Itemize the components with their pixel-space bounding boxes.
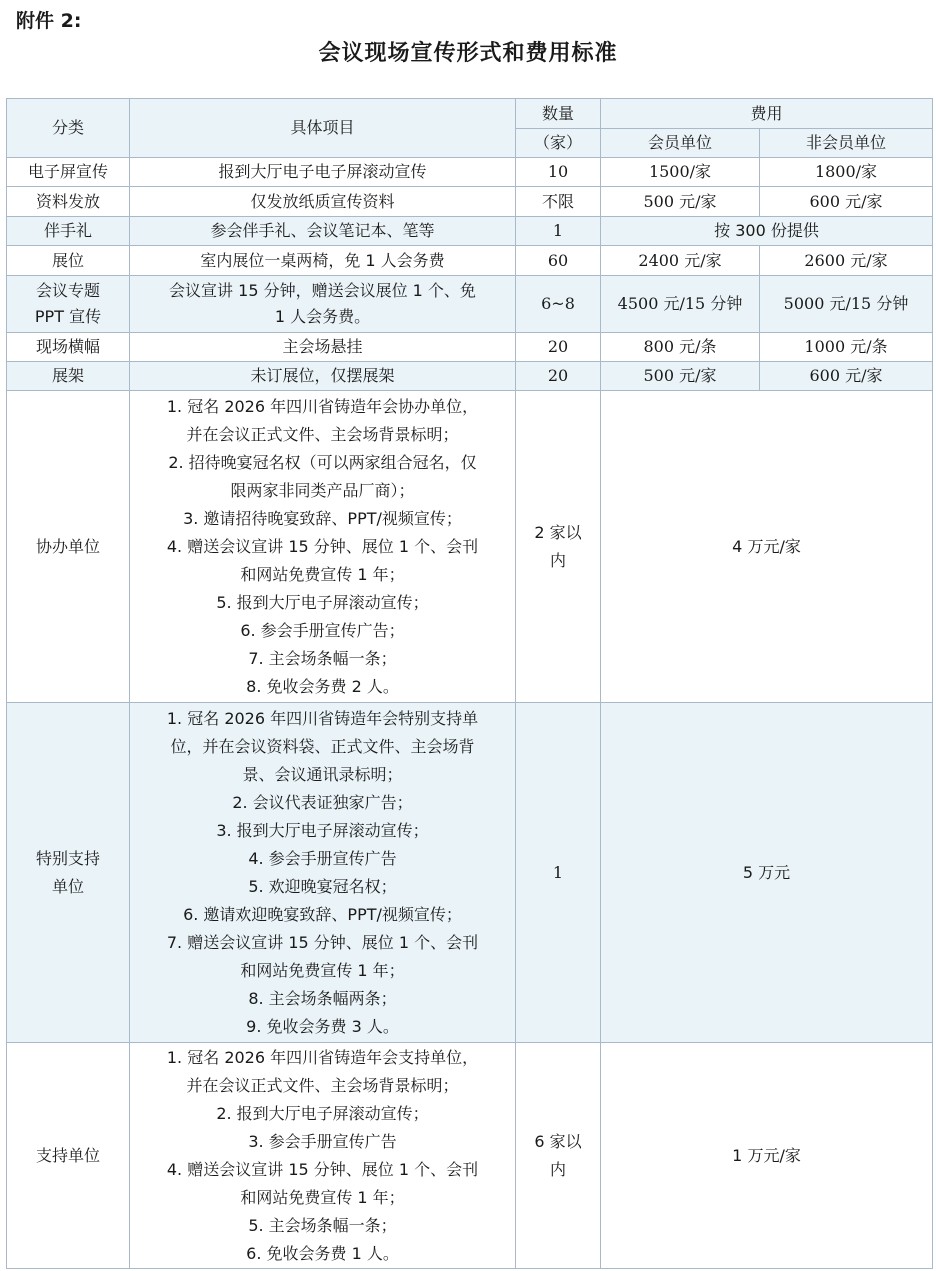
benefit-line: 1. 冠名 2026 年四川省铸造年会特别支持单 <box>166 708 479 728</box>
quantity-cell: 6~8 <box>516 276 601 333</box>
benefit-line: 3. 参会手册宣传广告 <box>248 1131 397 1151</box>
benefit-line: 2. 会议代表证独家广告； <box>232 792 413 812</box>
member-fee-cell: 800 元/条 <box>601 333 760 362</box>
benefit-line: 3. 邀请招待晚宴致辞、PPT/视频宣传； <box>183 508 462 528</box>
merged-fee-cell: 按 300 份提供 <box>601 217 933 246</box>
benefit-line: 6. 参会手册宣传广告； <box>240 620 405 640</box>
table-row <box>7 333 933 362</box>
benefit-line: 限两家非同类产品厂商）； <box>230 480 415 500</box>
quantity-cell <box>516 1043 601 1269</box>
benefit-line: 2. 招待晚宴冠名权（可以两家组合冠名，仅 <box>168 452 477 472</box>
category-cell: 电子屏宣传 <box>7 158 130 187</box>
benefit-line: 6. 免收会务费 1 人。 <box>246 1243 399 1263</box>
benefit-line: 位，并在会议资料袋、正式文件、主会场背 <box>170 736 475 756</box>
item-cell: 仅发放纸质宣传资料 <box>130 187 516 217</box>
member-fee-cell: 500 元/家 <box>601 362 760 391</box>
quantity-cell: 10 <box>516 158 601 187</box>
sponsor-row <box>7 703 933 1043</box>
document-title: 会议现场宣传形式和费用标准 <box>318 41 618 66</box>
benefit-line: 并在会议正式文件、主会场背景标明； <box>186 424 459 444</box>
sponsor-row <box>7 1043 933 1269</box>
non-member-fee-cell: 5000 元/15 分钟 <box>760 276 933 333</box>
category-line: 单位 <box>51 876 84 896</box>
benefit-line: 和网站免费宣传 1 年； <box>240 1187 405 1207</box>
benefits-cell <box>130 1043 516 1269</box>
benefit-line: 9. 免收会务费 3 人。 <box>246 1016 399 1036</box>
header-fee: 费用 <box>601 99 933 129</box>
benefit-line: 5. 欢迎晚宴冠名权； <box>248 876 397 896</box>
benefit-line: 8. 免收会务费 2 人。 <box>246 676 399 696</box>
benefit-line: 2. 报到大厅电子屏滚动宣传； <box>216 1103 429 1123</box>
item-line: 会议宣讲 15 分钟，赠送会议展位 1 个、免 <box>169 281 476 300</box>
member-fee-cell: 4500 元/15 分钟 <box>601 276 760 333</box>
header-row-1 <box>7 99 933 129</box>
category-cell: 展架 <box>7 362 130 391</box>
item-cell <box>130 276 516 333</box>
header-quantity: 数量 <box>516 99 601 129</box>
category-cell: 展位 <box>7 246 130 276</box>
attachment-label: 附件 2: <box>16 10 82 32</box>
item-cell: 报到大厅电子电子屏滚动宣传 <box>130 158 516 187</box>
header-non-member: 非会员单位 <box>760 129 933 158</box>
benefits-cell <box>130 391 516 703</box>
benefit-line: 6. 邀请欢迎晚宴致辞、PPT/视频宣传； <box>183 904 462 924</box>
category-line: 会议专题 <box>35 281 100 300</box>
table-row <box>7 217 933 246</box>
quantity-line: 内 <box>549 550 566 570</box>
category-cell: 伴手礼 <box>7 217 130 246</box>
non-member-fee-cell: 1000 元/条 <box>760 333 933 362</box>
non-member-fee-cell: 1800/家 <box>760 158 933 187</box>
category-cell: 支持单位 <box>7 1043 130 1269</box>
table-row <box>7 158 933 187</box>
member-fee-cell: 500 元/家 <box>601 187 760 217</box>
category-cell <box>7 276 130 333</box>
fee-cell: 5 万元 <box>601 703 933 1043</box>
table-row <box>7 187 933 217</box>
quantity-cell: 60 <box>516 246 601 276</box>
benefit-line: 4. 赠送会议宣讲 15 分钟、展位 1 个、会刊 <box>166 536 479 556</box>
benefit-line: 7. 赠送会议宣讲 15 分钟、展位 1 个、会刊 <box>166 932 479 952</box>
category-line: 特别支持 <box>35 848 100 868</box>
category-cell <box>7 703 130 1043</box>
benefits-cell <box>130 703 516 1043</box>
header-category: 分类 <box>7 99 130 158</box>
table-row <box>7 246 933 276</box>
fee-cell: 1 万元/家 <box>601 1043 933 1269</box>
quantity-cell: 20 <box>516 362 601 391</box>
fee-cell: 4 万元/家 <box>601 391 933 703</box>
item-cell: 未订展位，仅摆展架 <box>130 362 516 391</box>
benefit-line: 5. 主会场条幅一条； <box>248 1215 397 1235</box>
member-fee-cell: 2400 元/家 <box>601 246 760 276</box>
header-member: 会员单位 <box>601 129 760 158</box>
non-member-fee-cell: 2600 元/家 <box>760 246 933 276</box>
header-item: 具体项目 <box>130 99 516 158</box>
benefit-line: 7. 主会场条幅一条； <box>248 648 397 668</box>
header-quantity-unit: （家） <box>516 129 601 158</box>
category-cell: 现场横幅 <box>7 333 130 362</box>
item-cell: 参会伴手礼、会议笔记本、笔等 <box>130 217 516 246</box>
item-cell: 室内展位一桌两椅，免 1 人会务费 <box>130 246 516 276</box>
non-member-fee-cell: 600 元/家 <box>760 187 933 217</box>
table-row <box>7 362 933 391</box>
non-member-fee-cell: 600 元/家 <box>760 362 933 391</box>
quantity-line: 2 家以 <box>534 522 582 542</box>
benefit-line: 1. 冠名 2026 年四川省铸造年会支持单位， <box>166 1047 479 1067</box>
benefit-line: 和网站免费宣传 1 年； <box>240 960 405 980</box>
benefit-line: 景、会议通讯录标明； <box>242 764 403 784</box>
benefit-line: 4. 赠送会议宣讲 15 分钟、展位 1 个、会刊 <box>166 1159 479 1179</box>
benefit-line: 并在会议正式文件、主会场背景标明； <box>186 1075 459 1095</box>
quantity-cell: 不限 <box>516 187 601 217</box>
category-cell: 协办单位 <box>7 391 130 703</box>
quantity-line: 内 <box>549 1159 566 1179</box>
item-line: 1 人会务费。 <box>274 307 371 326</box>
fee-table <box>6 98 933 1269</box>
item-cell: 主会场悬挂 <box>130 333 516 362</box>
sponsor-row <box>7 391 933 703</box>
benefit-line: 3. 报到大厅电子屏滚动宣传； <box>216 820 429 840</box>
category-line: PPT 宣传 <box>34 307 102 326</box>
quantity-cell: 20 <box>516 333 601 362</box>
quantity-cell <box>516 391 601 703</box>
benefit-line: 和网站免费宣传 1 年； <box>240 564 405 584</box>
table-row <box>7 276 933 333</box>
category-cell: 资料发放 <box>7 187 130 217</box>
benefit-line: 8. 主会场条幅两条； <box>248 988 397 1008</box>
benefit-line: 4. 参会手册宣传广告 <box>248 848 397 868</box>
quantity-cell: 1 <box>516 217 601 246</box>
benefit-line: 5. 报到大厅电子屏滚动宣传； <box>216 592 429 612</box>
quantity-line: 6 家以 <box>534 1131 582 1151</box>
member-fee-cell: 1500/家 <box>601 158 760 187</box>
quantity-cell: 1 <box>516 703 601 1043</box>
benefit-line: 1. 冠名 2026 年四川省铸造年会协办单位， <box>166 396 479 416</box>
